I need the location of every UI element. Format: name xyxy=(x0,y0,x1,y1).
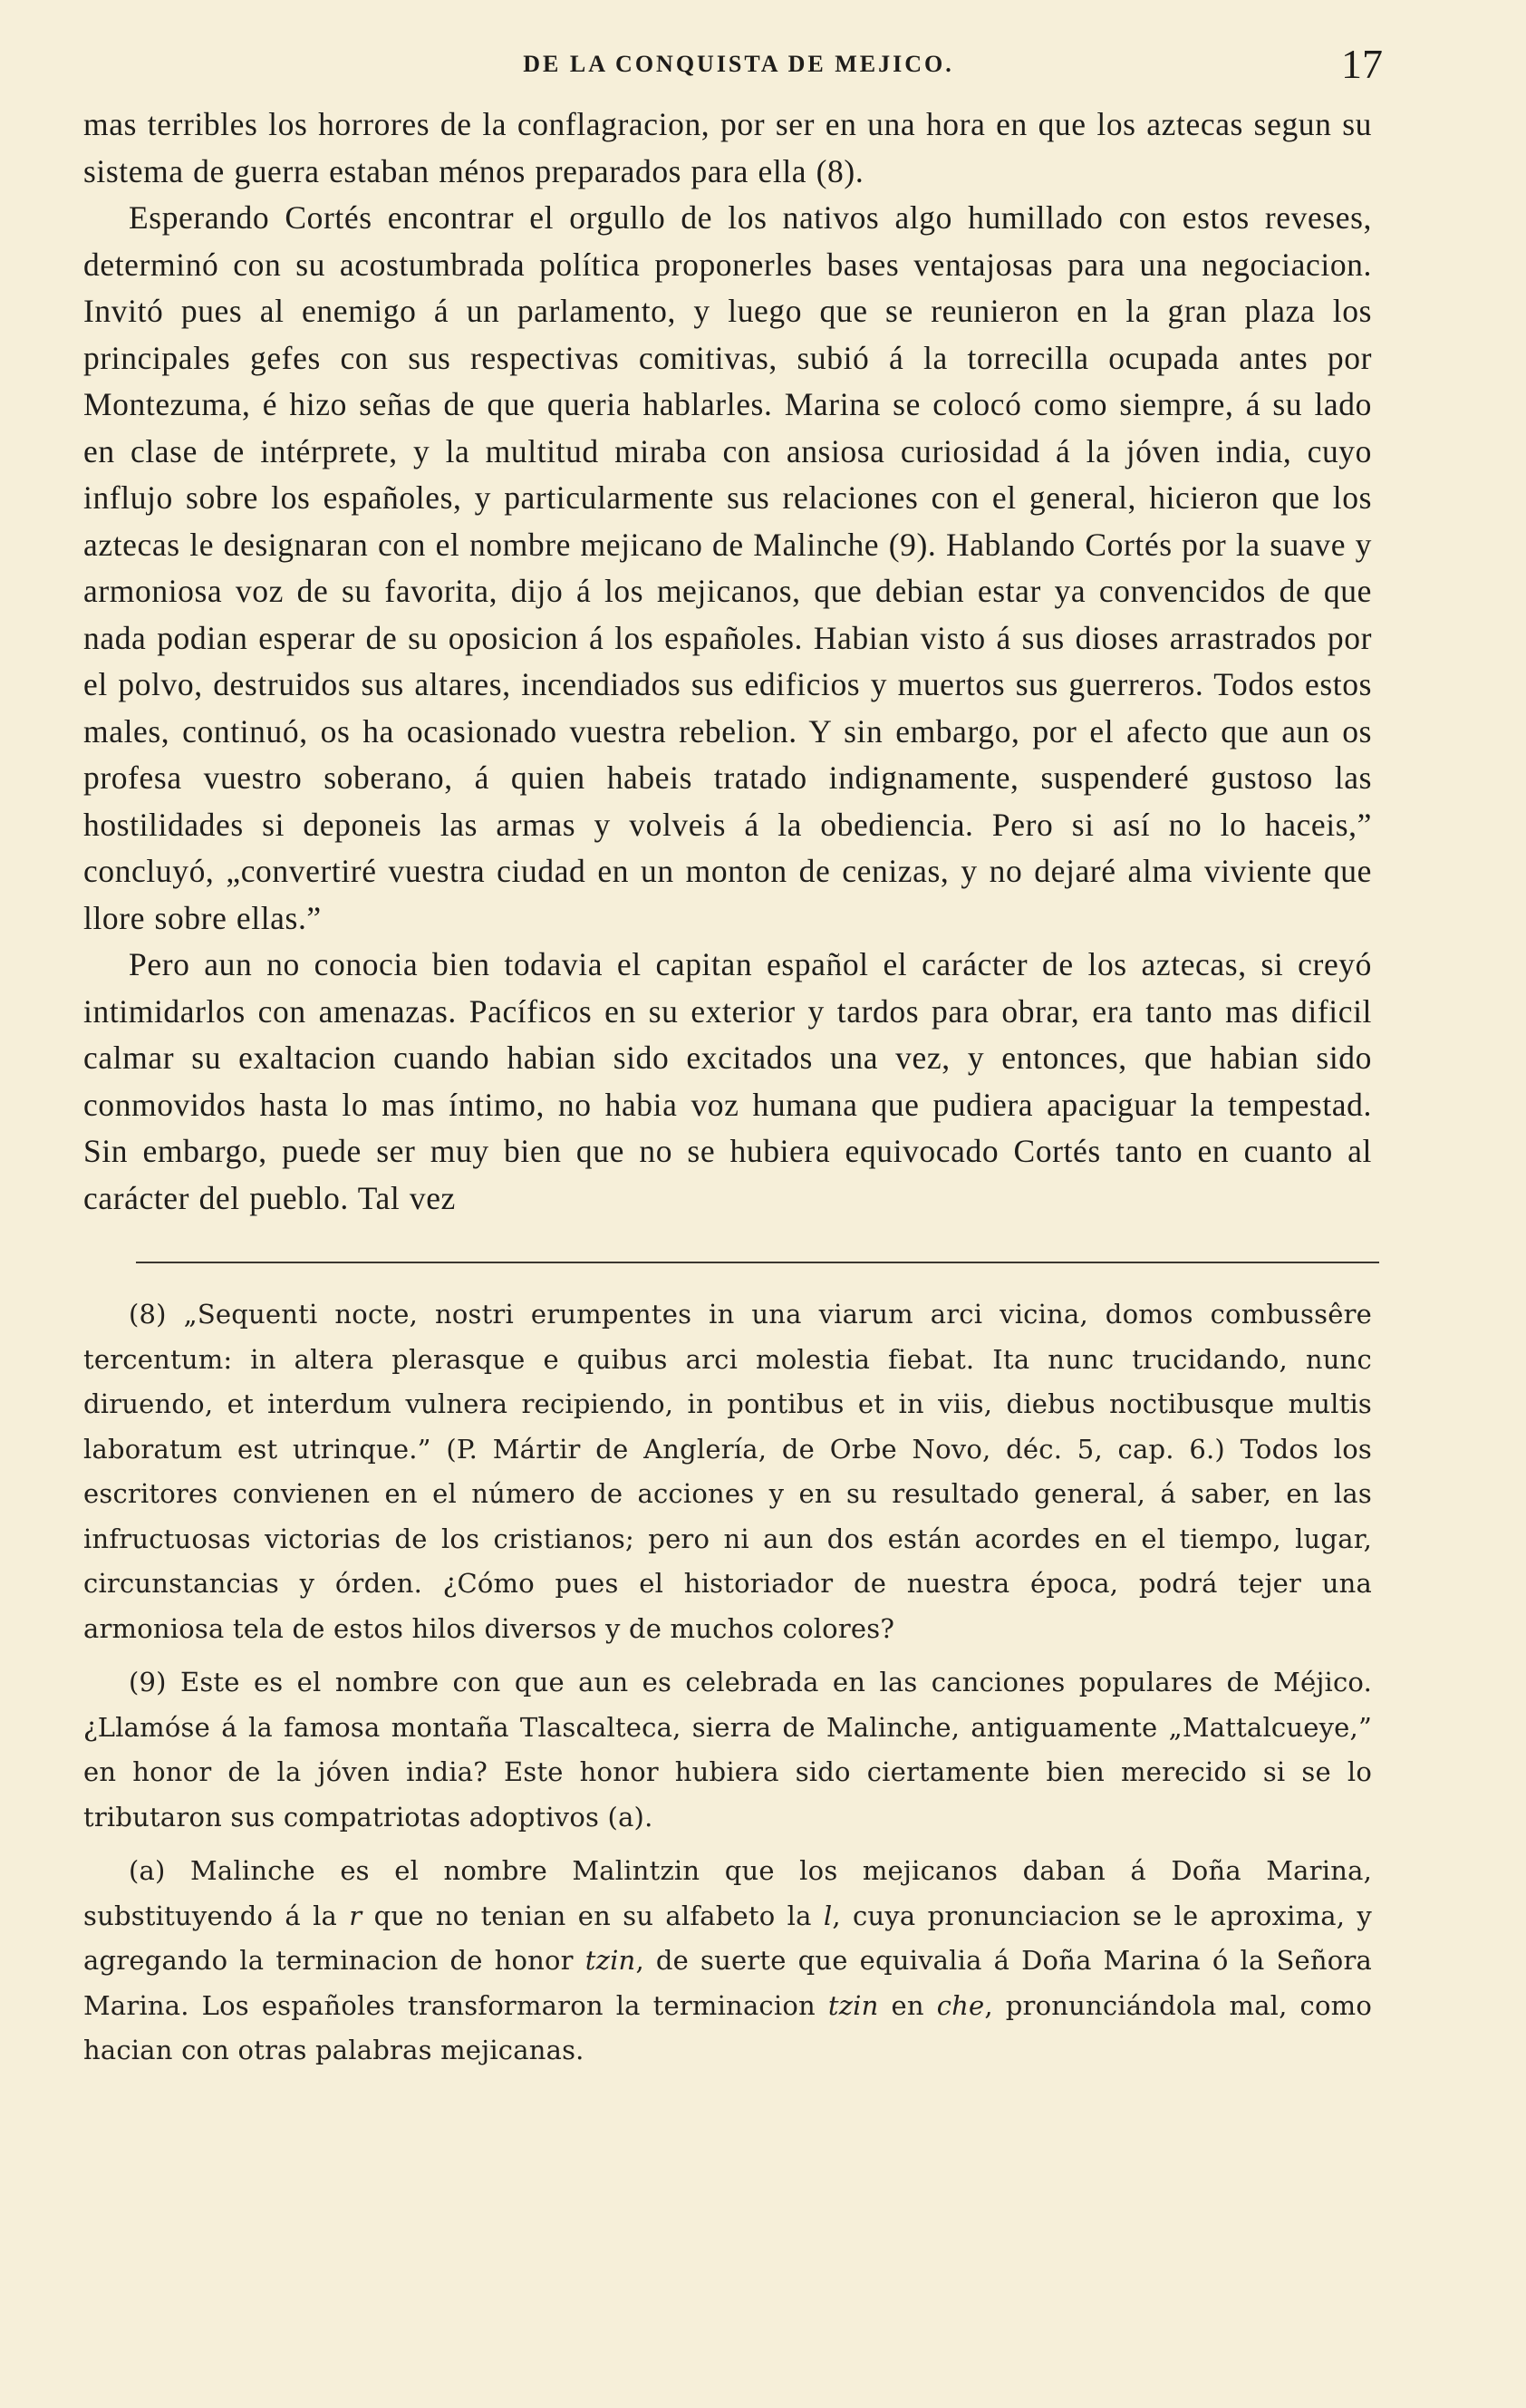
page-header xyxy=(83,38,1383,102)
paragraph-1: mas terribles los horrores de la conflagracion, por ser en una hora en que los aztecas segun su sistema de guerra estaban ménos preparados para ella (8). xyxy=(83,106,1372,189)
footnote-a: (a) Malinche es el nombre Malintzin que los mejicanos daban á Doña Marina, substituyendo á la r que no tenian en su alfabeto la l, cuya pronunciacion se le aproxima, y agregando la terminacion de honor tzin, de suerte que equivalia á Doña Marina ó la Señora Marina. Los españoles transformaron la terminacion tzin en che, pronunciándola mal, como hacian con otras palabras mejicanas. xyxy=(83,1855,1372,2065)
footnote-9: (9) Este es el nombre con que aun es celebrada en las canciones populares de Méjico. ¿Llamóse á la famosa montaña Tlascalteca, sierra de Malinche, antiguamente „Mattalcueye,” en honor de la jóven india? Este honor hubiera sido ciertamente bien merecido si se lo tributaron sus compatriotas adoptivos (a). xyxy=(83,1667,1372,1833)
page-number: 17 xyxy=(1341,41,1383,87)
footnote-divider xyxy=(136,1262,1379,1263)
running-head: DE LA CONQUISTA DE MEJICO. xyxy=(523,51,954,77)
footnote-a-marker: (a) xyxy=(129,1855,166,1886)
footnote-8: (8) „Sequenti nocte, nostri erumpentes in una viarum arci vicina, domos combussêre tercentum: in altera plerasque e quibus arci molestia fiebat. Ita nunc trucidando, nunc diruendo, et interdum vulnera recipiendo, in pontibus et in viis, diebus noctibusque multis laboratum est utrinque.” (P. Mártir de Anglería, de Orbe Novo, déc. 5, cap. 6.) Todos los escritores convienen en el número de acciones y en su resultado general, á saber, en las infructuosas victorias de los cristianos; pero ni aun dos están acordes en el tiempo, lugar, circunstancias y órden. ¿Cómo pues el historiador de nuestra época, podrá tejer una armoniosa tela de estos hilos diversos y de muchos colores? xyxy=(83,1299,1372,1644)
main-text xyxy=(83,102,1372,1222)
paragraph-2: Esperando Cortés encontrar el orgullo de los nativos algo humillado con estos reveses, determinó con su acostumbrada política proponerles bases ventajosas para una negociacion. Invitó pues al enemigo á un parlamento, y luego que se reunieron en la gran plaza los principales gefes con sus respectivas comitivas, subió á la torrecilla ocupada antes por Montezuma, é hizo señas de que queria hablarles. Marina se colocó como siempre, á su lado en clase de intérprete, y la multitud miraba con ansiosa curiosidad á la jóven india, cuyo influjo sobre los españoles, y particularmente sus relaciones con el general, hicieron que los aztecas le designaran con el nombre mejicano de Malinche (9). Hablando Cortés por la suave y armoniosa voz de su favorita, dijo á los mejicanos, que debian estar ya convencidos de que nada podian esperar de su oposicion á los españoles. Habian visto á sus dioses arrastrados por el polvo, destruidos sus altares, incendiados sus edificios y muertos sus guerreros. Todos estos males, continuó, os ha ocasionado vuestra rebelion. Y sin embargo, por el afecto que aun os profesa vuestro soberano, á quien habeis tratado indignamente, suspenderé gustoso las hostilidades si deponeis las armas y volveis á la obediencia. Pero si así no lo haceis,” concluyó, „convertiré vuestra ciudad en un monton de cenizas, y no dejaré alma viviente que llore sobre ellas.” xyxy=(83,199,1372,936)
paragraph-3: Pero aun no conocia bien todavia el capitan español el carácter de los aztecas, si creyó intimidarlos con amenazas. Pacíficos en su exterior y tardos para obrar, era tanto mas dificil calmar su exaltacion cuando habian sido excitados una vez, y entonces, que habian sido conmovidos hasta lo mas íntimo, no habia voz humana que pudiera apaciguar la tempestad. Sin embargo, puede ser muy bien que no se hubiera equivocado Cortés tanto en cuanto al carácter del pueblo. Tal vez xyxy=(83,946,1372,1216)
footnotes xyxy=(83,1292,1372,2074)
